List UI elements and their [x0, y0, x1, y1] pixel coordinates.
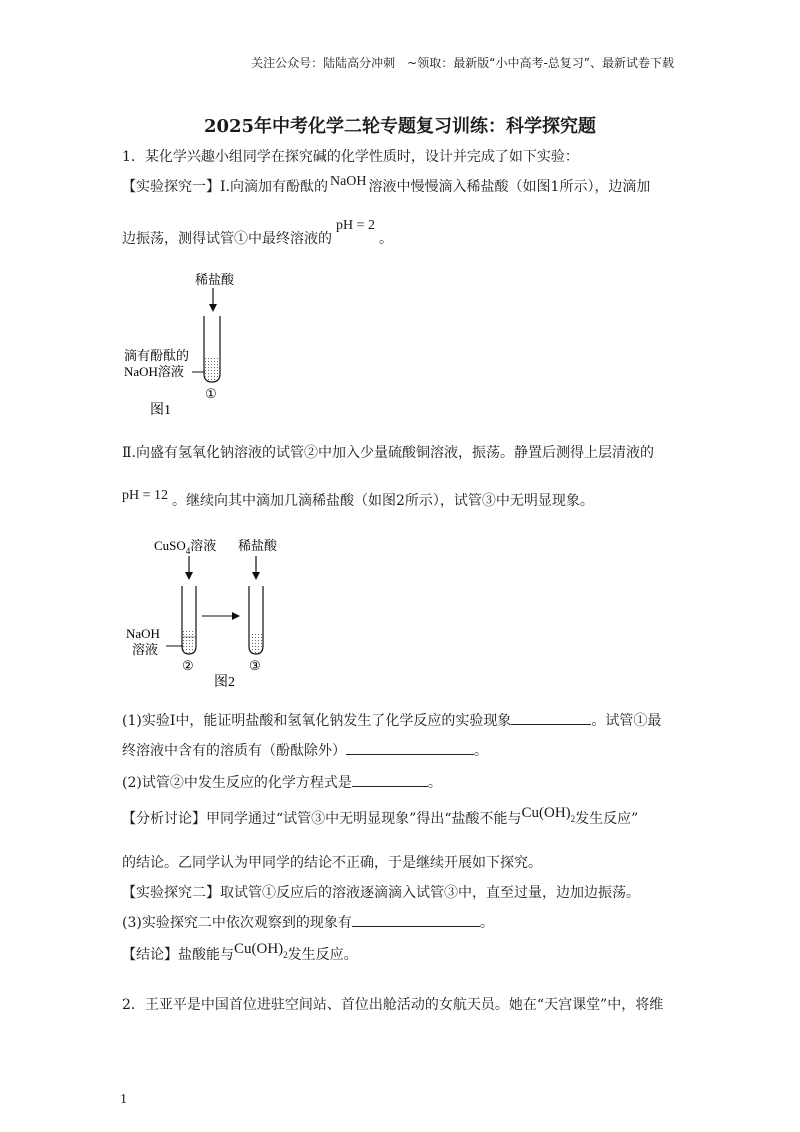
q1-conclusion-text-b: 发生反应。	[287, 947, 358, 963]
q1-analysis-text-b: 发生反应”	[575, 811, 639, 827]
fig2-tube2-mark: ②	[182, 658, 194, 673]
q1-analysis-text-a: 【分析讨论】甲同学通过“试管③中无明显现象”得出“盐酸不能与	[122, 811, 522, 827]
q1-sub2-line	[122, 772, 442, 792]
q1-conclusion-line	[122, 941, 358, 964]
q1-sub3-text-a: (3)实验探究二中依次观察到的现象有	[122, 915, 352, 931]
q1-analysis-line1	[122, 805, 639, 828]
conclusion-cuoh2-main: Cu(OH)	[234, 941, 284, 957]
fig2-arrow1-head	[185, 572, 193, 580]
q1-exp1-end: 。	[379, 231, 394, 247]
q1-sub1-blank-2[interactable]	[346, 753, 474, 755]
fig2-naoh-label-1: NaOH	[126, 626, 160, 641]
cuoh2-formula	[521, 805, 576, 824]
figure-2	[122, 534, 302, 692]
figure-1	[120, 270, 270, 420]
q1-exp2-text-b: 。继续向其中滴加几滴稀盐酸（如图2所示），试管③中无明显现象。	[172, 493, 594, 509]
q1-sub2-blank[interactable]	[352, 785, 428, 787]
q1-analysis-line2: 的结论。乙同学认为甲同学的结论不正确，于是继续开展如下探究。	[122, 855, 542, 871]
fig1-liquid	[205, 358, 219, 381]
fig1-acid-label: 稀盐酸	[195, 272, 235, 287]
cuoh2-sub: 2	[570, 814, 576, 824]
q1-sub1-text-c: 终溶液中含有的溶质有（酚酞除外）	[122, 743, 346, 759]
q1-exp2-line: Ⅱ.向盛有氢氧化钠溶液的试管②中加入少量硫酸铜溶液，振荡。静置后测得上层清液的	[122, 445, 654, 461]
cuoh2-main: Cu(OH)	[521, 805, 571, 821]
q1-exp1-line2	[122, 218, 394, 248]
fig2-transfer-arrow-head	[232, 612, 240, 620]
fig2-tube3-liquid	[250, 632, 262, 653]
q1-intro: 1．某化学兴趣小组同学在探究碱的化学性质时，设计并完成了如下实验：	[122, 149, 579, 165]
q1-sub1-text-b: 。试管①最	[591, 713, 662, 729]
conclusion-cuoh2-formula	[234, 941, 288, 960]
fig2-caption: 图2	[214, 675, 235, 690]
page-title: 2025年中考化学二轮专题复习训练：科学探究题	[203, 116, 597, 137]
fig2-naoh-label-2: 溶液	[132, 642, 159, 657]
fig2-arrow2-head	[252, 572, 260, 580]
q1-sub3-blank[interactable]	[352, 925, 480, 927]
header-notice: 关注公众号：陆陆高分冲刺 ~领取：最新版“小中高考-总复习”、最新试卷下载	[251, 56, 674, 70]
q1-exp1-line	[122, 176, 650, 196]
page-number: 1	[120, 1092, 127, 1107]
q1-sub2-text-a: (2)试管②中发生反应的化学方程式是	[122, 775, 352, 791]
q1-sub3-text-b: 。	[479, 915, 494, 931]
fig1-solution-label-1: 滴有酚酞的	[124, 348, 190, 363]
q1-exp1-text-c: 边振荡，测得试管①中最终溶液的	[122, 231, 332, 247]
q1-sub1-line2	[122, 740, 488, 760]
q1-exp1-text-a: 【实验探究一】Ⅰ.向滴加有酚酞的	[122, 179, 328, 195]
q1-sub1-text-d: 。	[474, 743, 488, 759]
ph12-formula: pH = 12	[122, 488, 169, 503]
q1-sub1-text-a: (1)实验Ⅰ中，能证明盐酸和氢氧化钠发生了化学反应的实验现象	[122, 713, 512, 729]
q1-exp1-text-b: 溶液中慢慢滴入稀盐酸（如图1所示），边滴加	[368, 179, 651, 195]
q1-conclusion-text-a: 【结论】盐酸能与	[122, 947, 234, 963]
fig2-tube3-mark: ③	[249, 658, 261, 673]
fig2-cuso4-main: CuSO	[154, 538, 186, 553]
fig2-cuso4-tail: 溶液	[190, 538, 217, 553]
q1-sub3-line	[122, 912, 494, 932]
fig2-tube2-liquid	[183, 630, 195, 653]
fig1-tube-mark: ①	[205, 386, 217, 401]
q1-exp2-line2	[122, 490, 594, 510]
naoh-formula: NaOH	[329, 174, 367, 189]
q1-sub1-blank-1[interactable]	[511, 723, 591, 725]
q1-exp3-line: 【实验探究二】取试管①反应后的溶液逐滴滴入试管③中，直至过量，边加边振荡。	[122, 885, 640, 901]
q1-sub1-line1	[122, 710, 661, 730]
fig1-caption: 图1	[150, 403, 171, 418]
fig2-cuso4-label	[154, 538, 216, 556]
conclusion-cuoh2-sub: 2	[283, 950, 288, 960]
q2-intro: 2．王亚平是中国首位进驻空间站、首位出舱活动的女航天员。她在“天宫课堂”中，将维	[122, 997, 664, 1013]
fig2-cuso4-sub: 4	[185, 546, 191, 556]
fig2-acid-label: 稀盐酸	[238, 538, 278, 553]
ph2-formula: pH = 2	[336, 218, 376, 233]
figure-1-diagram	[120, 270, 270, 420]
figure-2-diagram	[122, 534, 302, 692]
fig1-arrow-head	[209, 304, 217, 312]
fig1-solution-label-2: NaOH溶液	[124, 364, 184, 379]
q1-sub2-text-b: 。	[427, 775, 442, 791]
